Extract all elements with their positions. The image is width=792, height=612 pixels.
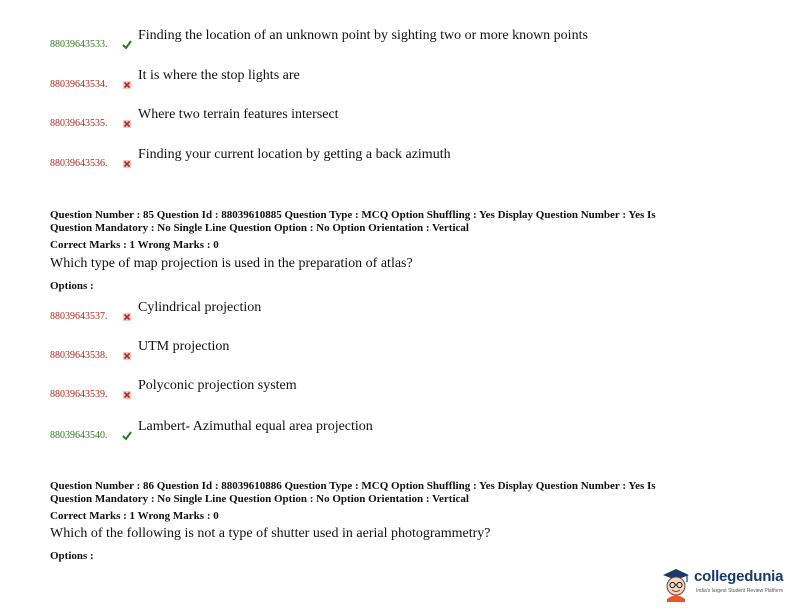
option-id: 88039643535.: [50, 118, 108, 129]
option-id: 88039643536.: [50, 158, 108, 169]
logo-tagline: India's largest Student Review Platform: [696, 588, 784, 594]
option-text: Finding your current location by getting a back azimuth: [138, 147, 451, 162]
cross-icon: [122, 158, 132, 169]
option-text: Cylindrical projection: [138, 300, 262, 315]
check-icon: [122, 39, 132, 50]
meta-line-2: Question Mandatory : No Single Line Question Option : No Option Orientation : Vertical: [50, 222, 469, 234]
question-meta: [50, 480, 656, 506]
meta-line-2: Question Mandatory : No Single Line Question Option : No Option Orientation : Vertical: [50, 493, 469, 505]
cross-icon: [122, 389, 132, 400]
option-id: 88039643533.: [50, 39, 108, 50]
option-id: 88039643540.: [50, 430, 108, 441]
option-id: 88039643534.: [50, 79, 108, 90]
cross-icon: [122, 79, 132, 90]
check-icon: [122, 430, 132, 441]
marks-line: Correct Marks : 1 Wrong Marks : 0: [50, 239, 219, 251]
collegedunia-logo: [660, 566, 786, 606]
option-text: It is where the stop lights are: [138, 68, 300, 83]
option-id: 88039643538.: [50, 350, 108, 361]
cross-icon: [122, 118, 132, 129]
graduate-mascot-icon: [660, 566, 692, 602]
option-id: 88039643539.: [50, 389, 108, 400]
option-text: UTM projection: [138, 339, 230, 354]
cross-icon: [122, 311, 132, 322]
cross-icon: [122, 350, 132, 361]
options-label: Options :: [50, 550, 94, 562]
meta-line-1: Question Number : 85 Question Id : 88039610885 Question Type : MCQ Option Shuffling : Yes Display Question Number : Yes Is: [50, 209, 656, 221]
question-text: Which type of map projection is used in the preparation of atlas?: [50, 256, 413, 271]
question-text: Which of the following is not a type of shutter used in aerial photogrammetry?: [50, 526, 491, 541]
meta-line-1: Question Number : 86 Question Id : 88039610886 Question Type : MCQ Option Shuffling : Yes Display Question Number : Yes Is: [50, 480, 656, 492]
question-meta: [50, 209, 656, 235]
logo-brand-text: collegedunia: [694, 568, 784, 585]
option-text: Lambert- Azimuthal equal area projection: [138, 419, 373, 434]
option-text: Finding the location of an unknown point by sighting two or more known points: [138, 28, 588, 43]
option-text: Where two terrain features intersect: [138, 107, 339, 122]
option-text: Polyconic projection system: [138, 378, 297, 393]
options-label: Options :: [50, 280, 94, 292]
marks-line: Correct Marks : 1 Wrong Marks : 0: [50, 510, 219, 522]
option-id: 88039643537.: [50, 311, 108, 322]
